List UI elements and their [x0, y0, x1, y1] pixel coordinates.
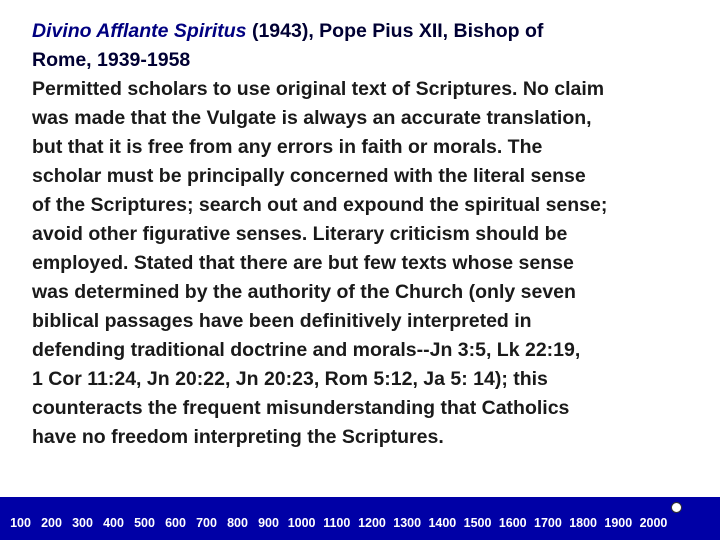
timeline-tick-label: 1900: [604, 516, 633, 530]
timeline-tick-label: 700: [196, 516, 217, 530]
body-line: scholar must be principally concerned with the literal sense: [32, 165, 586, 187]
body-text: [32, 75, 712, 452]
timeline-tick-label: 200: [41, 516, 62, 530]
body-line: have no freedom interpreting the Scriptures.: [32, 426, 444, 448]
timeline-tick-label: 600: [165, 516, 186, 530]
timeline-tick-label: 900: [258, 516, 279, 530]
timeline-tick-label: 400: [103, 516, 124, 530]
timeline-tick-label: 1200: [358, 516, 386, 530]
timeline-marker: [671, 502, 682, 513]
document-title: Divino Afflante Spiritus: [32, 20, 247, 42]
heading-detail: (1943), Pope Pius XII, Bishop of: [246, 20, 544, 42]
timeline-tick-label: 1100: [323, 516, 351, 530]
body-line: defending traditional doctrine and morals--Jn 3:5, Lk 22:19,: [32, 339, 581, 361]
body-line: counteracts the frequent misunderstanding that Catholics: [32, 397, 570, 419]
timeline-tick-label: 1300: [393, 516, 422, 530]
heading-line-1: [32, 17, 712, 46]
body-line: but that it is free from any errors in faith or morals. The: [32, 136, 543, 158]
timeline-tick-label: 300: [72, 516, 93, 530]
timeline-labels: [5, 516, 671, 530]
timeline-tick-label: 1600: [498, 516, 527, 530]
timeline-tick-label: 1500: [463, 516, 492, 530]
slide-text: [32, 17, 712, 452]
heading-line-2: Rome, 1939-1958: [32, 49, 191, 71]
body-line: avoid other figurative senses. Literary criticism should be: [32, 223, 568, 245]
body-line: employed. Stated that there are but few texts whose sense: [32, 252, 574, 274]
body-line: Permitted scholars to use original text of Scriptures. No claim: [32, 78, 605, 100]
timeline-tick-label: 1700: [534, 516, 562, 530]
body-line: 1 Cor 11:24, Jn 20:22, Jn 20:23, Rom 5:12, Ja 5: 14); this: [32, 368, 548, 390]
timeline-tick-label: 100: [10, 516, 31, 530]
timeline-tick-label: 2000: [639, 516, 668, 530]
timeline-tick-label: 500: [134, 516, 155, 530]
body-line: was made that the Vulgate is always an accurate translation,: [32, 107, 592, 129]
timeline-tick-label: 1800: [569, 516, 597, 530]
body-line: was determined by the authority of the Church (only seven: [32, 281, 576, 303]
timeline-tick-label: 1000: [287, 516, 316, 530]
body-line: biblical passages have been definitively interpreted in: [32, 310, 532, 332]
timeline-tick-label: 800: [227, 516, 248, 530]
timeline-tick-label: 1400: [428, 516, 457, 530]
body-line: of the Scriptures; search out and expound the spiritual sense;: [32, 194, 608, 216]
